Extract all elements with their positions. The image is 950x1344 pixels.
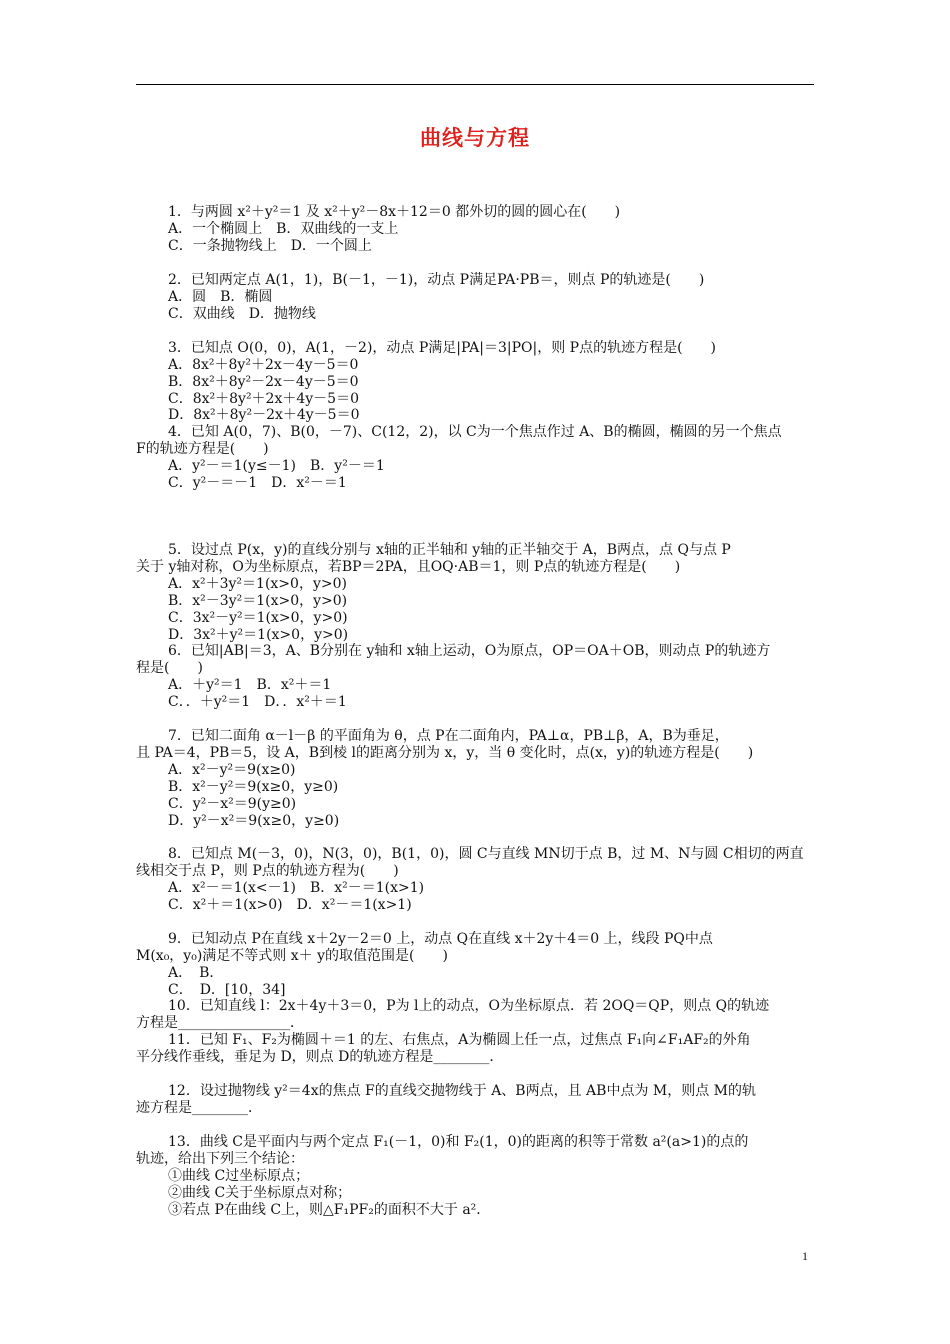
q7-option-b: B．x²－y²＝9(x≥0，y≥0): [168, 779, 339, 795]
q7-option-a: A．x²－y²＝9(x≥0): [168, 762, 296, 778]
q9-stem: 9．已知动点 P在直线 x＋2y－2＝0 上，动点 Q在直线 x＋2y＋4＝0 上，线段 PQ中点: [168, 931, 713, 947]
q11-stem: 11．已知 F₁、F₂为椭圆＋＝1 的左、右焦点，A为椭圆上任一点，过焦点 F₁向∠F₁AF₂的外角: [168, 1032, 751, 1048]
q2-options-cd: C．双曲线 D．抛物线: [168, 306, 316, 322]
q13-stem-cont: 轨迹，给出下列三个结论：: [136, 1151, 304, 1167]
q7-stem-cont: 且 PA＝4，PB＝5，设 A，B到棱 l的距离分别为 x，y，当 θ 变化时，点(x，y)的轨迹方程是( ): [136, 745, 754, 761]
q1-stem: 1．与两圆 x²＋y²＝1 及 x²＋y²－8x＋12＝0 都外切的圆的圆心在( ): [168, 204, 621, 220]
q4-options-ab: A．y²－＝1(y≤－1) B．y²－＝1: [168, 458, 385, 474]
q6-stem-cont: 程是( ): [136, 660, 203, 676]
q4-stem-cont: F的轨迹方程是( ): [136, 441, 269, 457]
q8-options-cd: C．x²＋＝1(x>0) D．x²－＝1(x>1): [168, 897, 412, 913]
q1-options-cd: C．一条抛物线上 D．一个圆上: [168, 238, 372, 254]
q1-options-ab: A．一个椭圆上 B．双曲线的一支上: [168, 221, 399, 237]
q10-stem-cont: 方程是________________．: [136, 1015, 304, 1031]
q7-stem: 7．已知二面角 α－l－β 的平面角为 θ，点 P在二面角内，PA⊥α，PB⊥β，A，B为垂足，: [168, 728, 729, 744]
q3-option-c: C．8x²＋8y²＋2x＋4y－5＝0: [168, 391, 359, 407]
q8-stem-cont: 线相交于点 P，则 P点的轨迹方程为( ): [136, 863, 399, 879]
q5-option-d: D．3x²＋y²＝1(x>0，y>0): [168, 627, 349, 643]
q3-option-d: D．8x²＋8y²－2x＋4y－5＝0: [168, 407, 360, 423]
q8-stem: 8．已知点 M(－3，0)，N(3，0)，B(1，0)，圆 C与直线 MN切于点 B，过 M、N与圆 C相切的两直: [168, 846, 804, 862]
page-number: 1: [802, 1249, 808, 1263]
page-title: 曲线与方程: [420, 126, 530, 150]
q13-conclusion-2: ②曲线 C关于坐标原点对称；: [168, 1185, 352, 1201]
q5-option-b: B．x²－3y²＝1(x>0，y>0): [168, 593, 348, 609]
q6-options-ab: A．＋y²＝1 B．x²＋＝1: [168, 677, 332, 693]
q4-options-cd: C．y²－＝－1 D．x²－＝1: [168, 475, 347, 491]
q13-conclusion-1: ①曲线 C过坐标原点；: [168, 1168, 310, 1184]
q13-conclusion-3: ③若点 P在曲线 C上，则△F₁PF₂的面积不大于 a²．: [168, 1202, 491, 1218]
q5-stem-cont: 关于 y轴对称，O为坐标原点，若BP＝2PA，且OQ·AB＝1，则 P点的轨迹方程是( ): [136, 559, 681, 575]
q2-options-ab: A．圆 B．椭圆: [168, 289, 273, 305]
q5-option-a: A．x²＋3y²＝1(x>0，y>0): [168, 576, 347, 592]
q13-stem: 13．曲线 C是平面内与两个定点 F₁(－1，0)和 F₂(1，0)的距离的积等于常数 a²(a>1)的点的: [168, 1134, 749, 1150]
q12-stem-cont: 迹方程是________．: [136, 1100, 262, 1116]
q7-option-c: C．y²－x²＝9(y≥0): [168, 796, 297, 812]
q9-stem-cont: M(x₀，y₀)满足不等式则 x＋ y的取值范围是( ): [136, 948, 448, 964]
q11-stem-cont: 平分线作垂线，垂足为 D，则点 D的轨迹方程是________．: [136, 1049, 504, 1065]
header-rule: [136, 84, 814, 85]
q2-stem: 2．已知两定点 A(1，1)，B(－1，－1)，动点 P满足PA·PB＝，则点 P的轨迹是( ): [168, 272, 705, 288]
q4-stem: 4．已知 A(0，7)、B(0，－7)、C(12，2)，以 C为一个焦点作过 A、B的椭圆，椭圆的另一个焦点: [168, 424, 782, 440]
q5-stem: 5．设过点 P(x，y)的直线分别与 x轴的正半轴和 y轴的正半轴交于 A，B两点，点 Q与点 P: [168, 542, 731, 558]
q6-stem: 6．已知|AB|＝3，A、B分别在 y轴和 x轴上运动，O为原点，OP＝OA＋OB，则动点 P的轨迹方: [168, 643, 771, 659]
q12-stem: 12．设过抛物线 y²＝4x的焦点 F的直线交抛物线于 A、B两点，且 AB中点为 M，则点 M的轨: [168, 1083, 757, 1099]
q5-option-c: C．3x²－y²＝1(x>0，y>0): [168, 610, 348, 626]
q9-options-cd: C． D．[10，34]: [168, 982, 286, 998]
q3-option-a: A．8x²＋8y²＋2x－4y－5＝0: [168, 357, 359, 373]
q8-options-ab: A．x²－＝1(x<－1) B．x²－＝1(x>1): [168, 880, 425, 896]
q9-options-ab: A． B．: [168, 965, 224, 981]
q3-stem: 3．已知点 O(0，0)，A(1，－2)，动点 P满足|PA|＝3|PO|，则 P点的轨迹方程是( ): [168, 340, 717, 356]
q3-option-b: B．8x²＋8y²－2x－4y－5＝0: [168, 374, 359, 390]
q10-stem: 10．已知直线 l：2x＋4y＋3＝0，P为 l上的动点，O为坐标原点．若 2OQ＝QP，则点 Q的轨迹: [168, 998, 770, 1014]
q6-options-cd: C．．＋y²＝1 D．．x²＋＝1: [168, 694, 347, 710]
q7-option-d: D．y²－x²＝9(x≥0，y≥0): [168, 813, 340, 829]
